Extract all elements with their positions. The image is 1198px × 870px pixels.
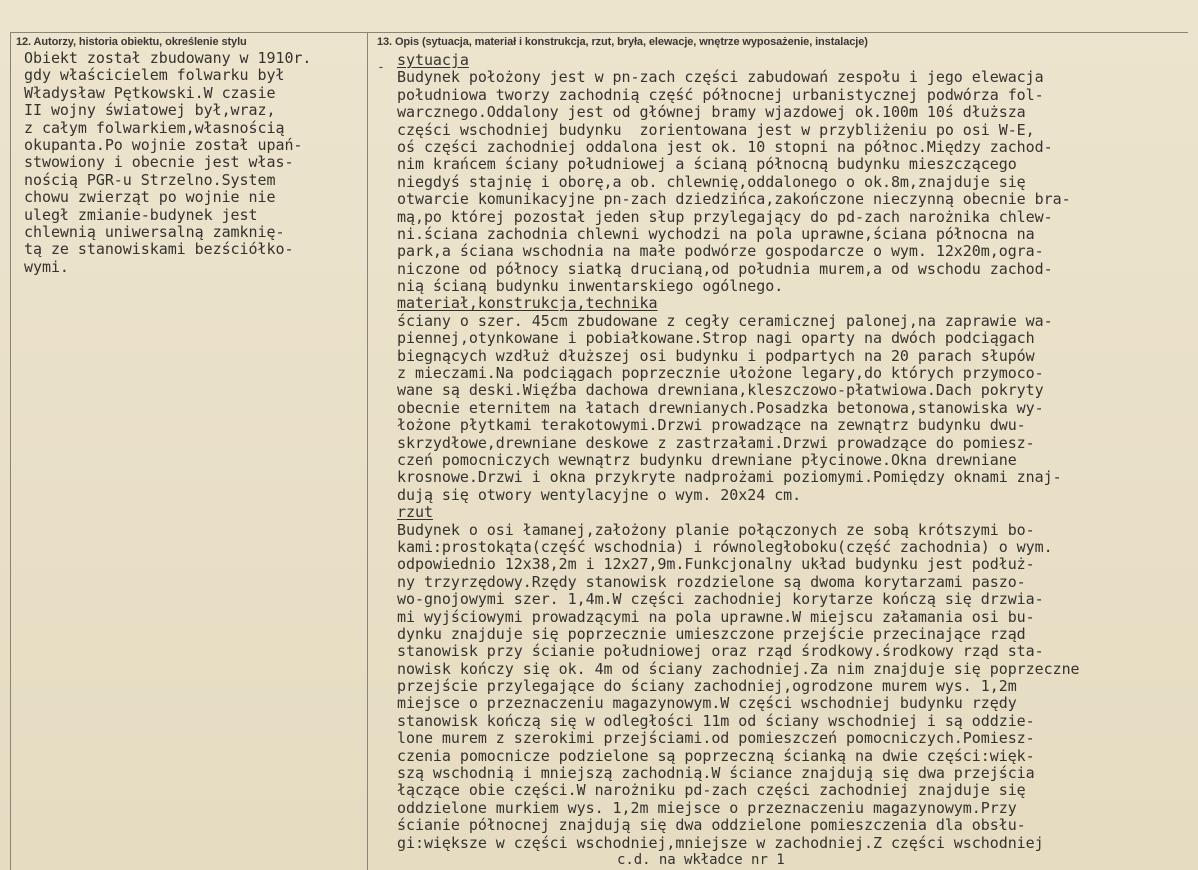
description-text-line: nim krańcem ściany południowej a ścianą północną budynku mieszczącego (397, 155, 1017, 174)
column-divider (367, 32, 368, 870)
description-text-line: skrzydłowe,drewniane deskowe z zastrzałami.Drzwi prowadzące do pomiesz- (397, 433, 1035, 452)
frame-left-rule (10, 32, 11, 870)
description-text-line: warcznego.Oddalony jest od głównej bramy wjazdowej ok.100m 10ś dłuższa (397, 103, 1026, 122)
description-text-line: lone murem z szerokimi przejściami.od pomieszczeń pomocniczych.Pomiesz- (397, 729, 1035, 748)
description-text-line: otwarcie komunikacyjne pn-zach dziedzińca,zakończone nieczynną obecnie bra- (397, 190, 1071, 209)
subsection-heading: sytuacja (397, 51, 469, 69)
description-text-line: wo-gnojowymi szer. 1,4m.W części zachodniej korytarze kończą się drzwia- (397, 590, 1044, 609)
description-text-line: nowisk kończy się ok. 4m od ściany zachodniej.Za nim znajduje się poprzeczne (397, 659, 1080, 678)
subsection-heading-line (397, 504, 1177, 521)
description-text-line: dynku znajduje się poprzecznie umieszczone przejście przecinające rząd (397, 624, 1026, 643)
subsection-heading: materiał,konstrukcja,technika (397, 294, 658, 313)
description-text-line: ny trzyrzędowy.Rzędy stanowisk rozdzielone są dwoma korytarzami paszo- (397, 572, 1026, 591)
history-text-line: wymi. (24, 257, 69, 276)
subsection-heading-line (397, 295, 1177, 312)
history-text-line: uległ zmianie-budynek jest (24, 205, 258, 224)
history-text-line: chlewnią uniwersalną zamknię- (24, 222, 285, 241)
description-text-line: kami:prostokąta(część wschodnia) i równoległoboku(część zachodnia) o wym. (397, 537, 1053, 556)
history-text-line: stwowiony i obecnie jest włas- (24, 153, 294, 172)
history-text-line: Obiekt został zbudowany w 1910r. (24, 49, 312, 67)
description-text-line: stanowisk przy ścianie południowej oraz rząd środkowy.środkowy rząd sta- (397, 642, 1044, 661)
subsection-heading-line (397, 52, 1177, 69)
description-text-line: czenia pomocnicze podzielone są poprzeczną ścianką na dwie części:więk- (397, 746, 1035, 765)
description-text-line: Budynek o osi łamanej,założony planie połączonych ze sobą krótszymi bo- (397, 520, 1035, 539)
section-13-header: 13. Opis (sytuacja, materiał i konstrukcja, rzut, bryła, elewacje, wnętrze wyposażenie, instalacje) (377, 36, 868, 48)
description-text-line: piennej,otynkowane i pobiałkowane.Strop nagi oparty na dwóch podciągach (397, 329, 1035, 348)
description-text-line: stanowisk kończą się w odległości 11m od ściany wschodniej i są oddzie- (397, 711, 1035, 730)
description-text-line: ściany o szer. 45cm zbudowane z cegły ceramicznej palonej,na zaprawie wa- (397, 311, 1053, 330)
history-text-line: nością PGR-u Strzelno.System (24, 170, 276, 189)
description-text-line: wane są deski.Więźba dachowa drewniana,kleszczowo-płatwiowa.Dach pokryty (397, 381, 1044, 400)
history-text-line: II wojny światowej był,wraz, (24, 101, 276, 120)
margin-tick-mark: - (377, 60, 385, 75)
section-12-body (24, 50, 366, 276)
description-text-line: ścianie północnej znajdują się dwa oddzielone pomieszczenia dla obsłu- (397, 816, 1026, 835)
description-text-line: mą,po której pozostał jeden słup przylegający do pd-zach narożnika chlew- (397, 207, 1053, 226)
continuation-note: c.d. na wkładce nr 1 (617, 851, 785, 868)
description-text-line: obecnie eternitem na łatach drewnianych.Posadzka betonowa,stanowiska wy- (397, 398, 1044, 417)
history-text-line: chowu zwierząt po wojnie nie (24, 188, 276, 207)
description-text-line: części wschodniej budynku zorientowana jest w przybliżeniu po osi W-E, (397, 120, 1035, 139)
history-text-line: z całym folwarkiem,własnością (24, 118, 285, 137)
description-text-line: z mieczami.Na podciągach poprzecznie ułożone legary,do których przymoco- (397, 364, 1044, 383)
description-text-line: odpowiednio 12x38,2m i 12x27,9m.Funkcjonalny układ budynku jest podłuż- (397, 555, 1035, 574)
description-text-line: biegnących wzdłuż dłuższej osi budynku i podpartych na 20 parach słupów (397, 346, 1035, 365)
section-13-body (397, 52, 1177, 869)
description-text-line: park,a ściana wschodnia na małe podwórze gospodarcze o wym. 12x20m,ogra- (397, 242, 1044, 261)
description-text-line: mi wyjściowymi prowadzącymi na pola uprawne.W miejscu załamania osi bu- (397, 607, 1035, 626)
history-text-line: gdy właścicielem folwarku był (24, 66, 285, 85)
description-text-line: ni.ściana zachodnia chlewni wychodzi na pola uprawne,ściana północna na (397, 224, 1035, 243)
section-12-header: 12. Autorzy, historia obiektu, określenie stylu (16, 36, 247, 48)
description-text-line: przejście przylegające do ściany zachodniej,ogrodzone murem wys. 1,2m (397, 677, 1017, 696)
history-text-line: tą ze stanowiskami bezściółko- (24, 240, 294, 259)
description-text-line: oś części zachodniej oddalona jest ok. 10 stopni na północ.Między zachod- (397, 137, 1053, 156)
description-text-line: niczone od północy siatką drucianą,od południa murem,a od wschodu zachod- (397, 259, 1053, 278)
frame-top-rule (10, 32, 1188, 33)
description-text-line: Budynek położony jest w pn-zach części zabudowań zespołu i jego elewacja (397, 68, 1044, 87)
description-text-line: miejsce o przeznaczeniu magazynowym.W części wschodniej budynku rzędy (397, 694, 1017, 713)
description-text-line: południowa tworzy zachodnią część północnej urbanistycznej podwórza fol- (397, 85, 1044, 104)
description-text-line: krosnowe.Drzwi i okna przykryte nadprożami poziomymi.Pomiędzy oknami znaj- (397, 468, 1062, 487)
description-text-line: czeń pomocniczych wewnątrz budynku drewniane płycinowe.Okna drewniane (397, 450, 1017, 469)
subsection-heading: rzut (397, 503, 433, 522)
description-text-line: łączące obie części.W narożniku pd-zach części zachodniej znajduje się (397, 781, 1026, 800)
history-text-line: okupanta.Po wojnie został upań- (24, 135, 303, 154)
description-text-line: gi:większe w części wschodniej,mniejsze w zachodniej.Z części wschodniej (397, 833, 1044, 852)
description-text-line: łożone płytkami terakotowymi.Drzwi prowadzące na zewnątrz budynku dwu- (397, 416, 1026, 435)
description-text-line: dują się otwory wentylacyjne o wym. 20x24 cm. (397, 485, 802, 504)
description-text-line: nią ścianą budynku inwentarskiego ogólnego. (397, 277, 784, 296)
description-text-line: niegdyś stajnię i oborę,a ob. chlewnię,oddalonego o ok.8m,znajduje się (397, 172, 1026, 191)
history-text-line: Władysław Pętkowski.W czasie (24, 83, 276, 102)
description-text-line: oddzielone murkiem wys. 1,2m miejsce o przeznaczeniu magazynowym.Przy (397, 798, 1017, 817)
description-text-line: szą wschodnią i mniejszą zachodnią.W ściance znajdują się dwa przejścia (397, 764, 1035, 783)
